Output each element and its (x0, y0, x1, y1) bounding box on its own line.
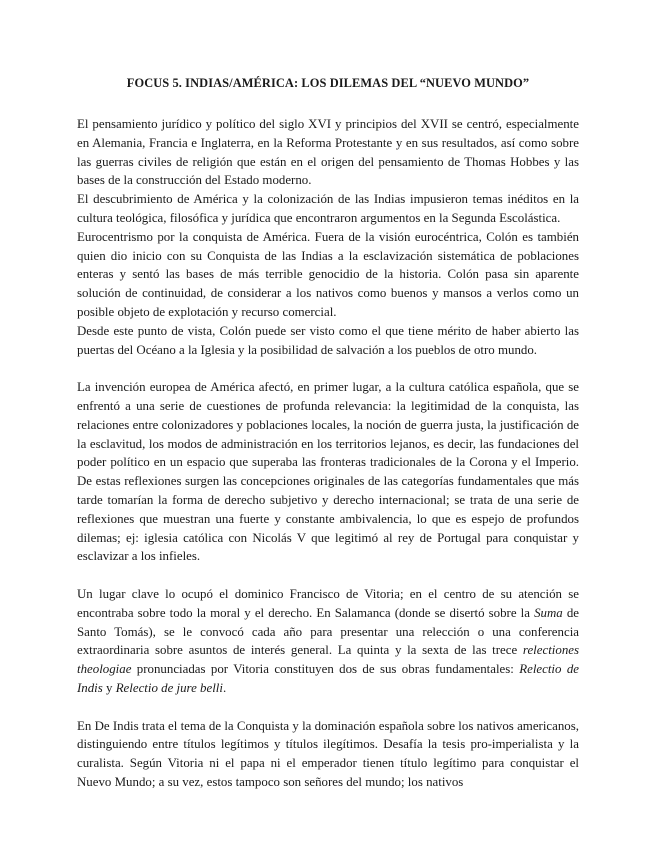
suma-title: Suma (534, 605, 563, 620)
paragraph-eurocentrismo: Eurocentrismo por la conquista de América. Fuera de la visión eurocéntrica, Colón es también quien dio inicio con su Conquista de las Indias a la esclavización sistemática de poblaciones enteras y sentó las bases de más terrible genocidio de la historia. Colón pasa sin aparente solución de continuidad, de considerar a los nativos como buenos y mansos a verlos como un posible objeto de explotación y recurso comercial. (77, 229, 579, 319)
vitoria-text-a: Un lugar clave lo ocupó el dominico Francisco de Vitoria; en el centro de su atención se encontraba sobre todo la moral y el derecho. En Salamanca (donde se disertó sobre la (77, 586, 579, 620)
vitoria-text-b: de Santo Tomás), se le convocó cada año para presentar una relección o una conferencia extraordinaria sobre asuntos de interés general. La quinta y la sexta de las trece (77, 605, 579, 658)
relectio-indis-title: Relectio de Indis (77, 662, 580, 695)
relectio-jure-belli-title: Relectio de jure belli (115, 680, 223, 695)
paragraph-vitoria (77, 585, 579, 698)
paragraph-de-indis: En De Indis trata el tema de la Conquista y la dominación española sobre los nativos americanos, distinguiendo entre títulos legítimos y títulos ilegítimos. Desafía la tesis pro-imperialista y la curalista. Según Vitoria ni el papa ni el emperador tienen título legítimo para conquistar el Nuevo Mundo; a su vez, estos tampoco son señores del mundo; los nativos (77, 718, 579, 789)
paragraph-pensamiento-juridico: El pensamiento jurídico y político del siglo XVI y principios del XVII se centró, especialmente en Alemania, Francia e Inglaterra, en la Reforma Protestante y en sus resultados, así como sobre las guerras civiles de religión que están en el origen del pensamiento de Thomas Hobbes y las bases de la construcción del Estado moderno. (77, 117, 579, 188)
vitoria-text-d: y (102, 680, 116, 695)
paragraph-descubrimiento: El descubrimiento de América y la colonización de las Indias impusieron temas inéditos en la cultura teológica, filosófica y jurídica que encontraron argumentos en la Segunda Escolástica. (77, 192, 579, 225)
relectiones-title: relectiones theologiae (77, 643, 579, 677)
paragraph-invencion-europea: La invención europea de América afectó, en primer lugar, a la cultura católica española, que se enfrentó a una serie de cuestiones de profunda relevancia: la legitimidad de la conquista, las relaciones entre colonizadores y poblaciones locales, la noción de guerra justa, la justificación de la esclavitud, los modos de administración en los territorios lejanos, es decir, las fundaciones del poder político en un espacio que superaba las fronteras tradicionales de la Corona y el Imperio. De estas reflexiones surgen las concepciones originales de las categorías fundamentales que más tarde tomarían la forma de derecho subjetivo y derecho internacional; se trata de una serie de reflexiones que muestran una fuerte y constante ambivalencia, lo que es espejo de profundos dilemas; ej: iglesia católica con Nicolás V que legitimó al rey de Portugal para conquistar y esclavizar a los infieles. (77, 380, 579, 564)
page-title: FOCUS 5. INDIAS/AMÉRICA: LOS DILEMAS DEL “NUEVO MUNDO” (126, 76, 530, 90)
vitoria-text-c: pronunciadas por Vitoria constituyen dos de sus obras fundamentales: (131, 662, 520, 677)
paragraph-colon-iglesia: Desde este punto de vista, Colón puede ser visto como el que tiene mérito de haber abierto las puertas del Océano a la Iglesia y la posibilidad de salvación a los pueblos de otro mundo. (77, 323, 579, 357)
vitoria-text-e: . (222, 680, 227, 695)
